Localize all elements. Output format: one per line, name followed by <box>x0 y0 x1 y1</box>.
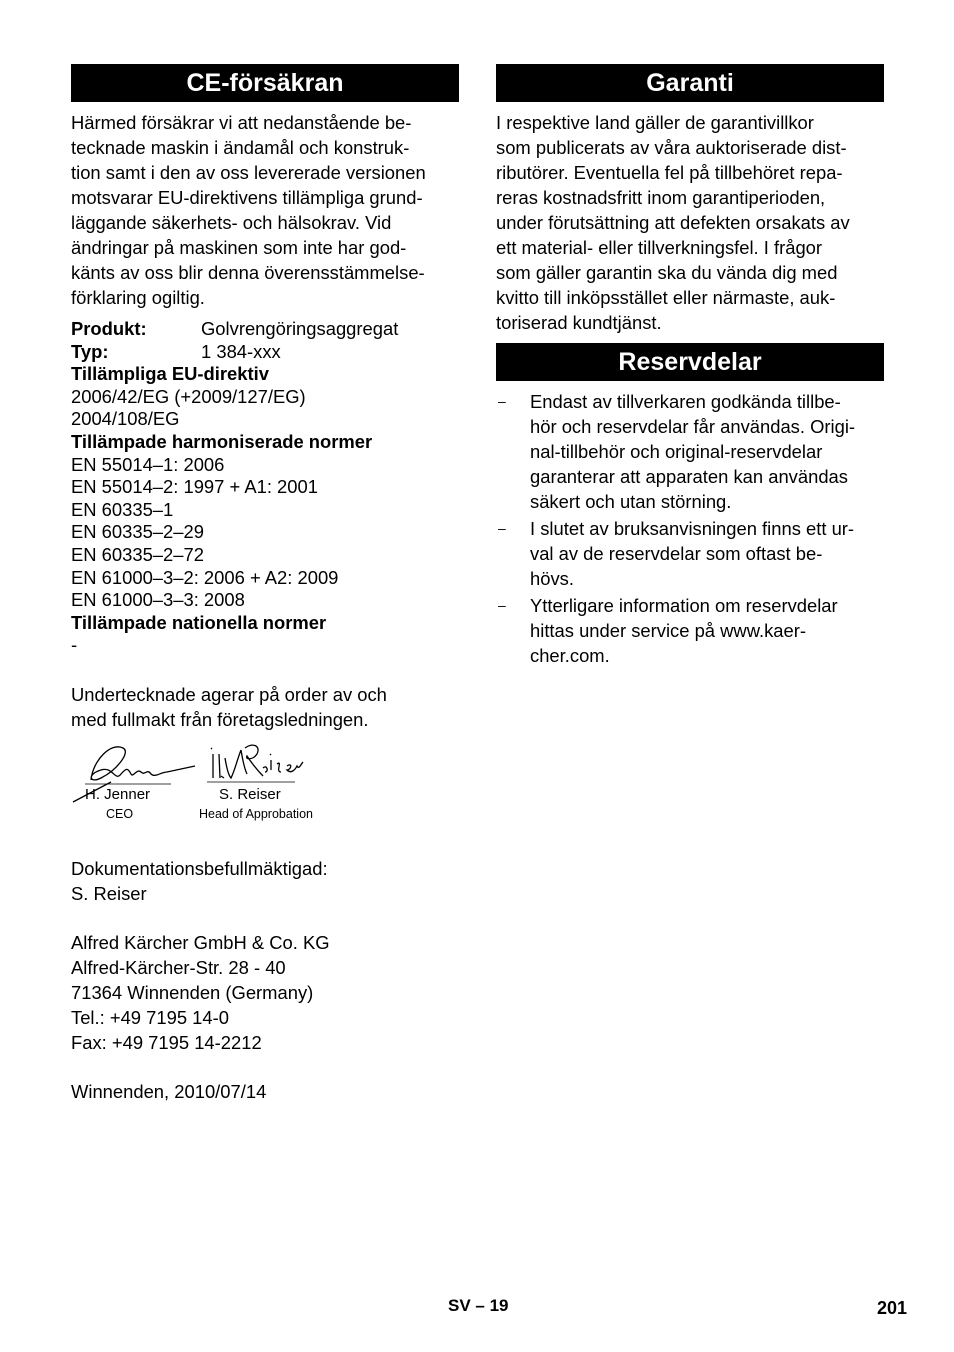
signer2-role: Head of Approbation <box>199 806 313 821</box>
type-row <box>71 341 459 364</box>
doc-rep-label: Dokumentationsbefullmäktigad: <box>71 857 328 879</box>
product-value: Golvrengöringsaggregat <box>201 318 399 339</box>
footer-page-number: 201 <box>877 1298 908 1318</box>
list-item: – Endast av tillverkaren godkända tillbe- hör och reservdelar får användas. Origi- nal-tillbehör och original-reservdelar garanterar att apparaten kan användas säkert och utan störning. <box>498 391 856 512</box>
doc-representative <box>71 856 459 906</box>
place-date: Winnenden, 2010/07/14 <box>71 1080 267 1102</box>
national-heading: Tillämpade nationella normer <box>71 611 327 633</box>
signer2-name: S. Reiser <box>219 785 281 803</box>
company-address: Alfred Kärcher GmbH & Co. KG Alfred-Kärcher-Str. 28 - 40 71364 Winnenden (Germany) Tel.: +49 7195 14-0 Fax: +49 7195 14-2212 <box>71 931 330 1053</box>
type-value: 1 384-xxx <box>201 340 281 362</box>
directives-heading: Tillämpliga EU-direktiv <box>71 363 269 385</box>
signer1-name: H. Jenner <box>85 785 151 803</box>
norm-item: EN 61000–3–2: 2006 + A2: 2009 <box>71 566 339 588</box>
garanti-heading: Garanti <box>496 64 884 102</box>
ce-heading: CE-försäkran <box>71 64 459 102</box>
undersigned-text: Undertecknade agerar på order av och med fullmakt från företagsledningen. <box>71 683 387 730</box>
ce-spec <box>71 318 459 657</box>
signature-reiser <box>207 740 307 790</box>
product-row <box>71 318 459 341</box>
bullet-dash: – <box>498 393 506 409</box>
national-value: - <box>71 634 78 656</box>
right-column <box>496 64 884 670</box>
norm-item: EN 55014–2: 1997 + A1: 2001 <box>71 476 318 498</box>
bullet-dash: – <box>498 597 506 613</box>
list-item: – I slutet av bruksanvisningen finns ett ur- val av de reservdelar som oftast be- hövs. <box>498 518 855 589</box>
product-label: Produkt: <box>71 318 147 339</box>
directive-item: 2004/108/EG <box>71 408 180 430</box>
type-label: Typ: <box>71 340 109 362</box>
doc-rep-name: S. Reiser <box>71 882 147 904</box>
norms-heading: Tillämpade harmoniserade normer <box>71 430 373 452</box>
directive-item: 2006/42/EG (+2009/127/EG) <box>71 385 306 407</box>
ce-section <box>71 64 459 1104</box>
ce-intro: Härmed försäkrar vi att nedanstående be- tecknade maskin i ändamål och konstruk- tion samt i den av oss levererade versionen motsvarar EU-direktivens tillämpliga grund- läggande säkerhets- och hälsokrav. Vid ändringar på maskinen som inte har god- känts av oss blir denna överensstämmelse- förklaring ogiltig. <box>71 112 426 308</box>
reservdelar-heading: Reservdelar <box>496 343 884 381</box>
norm-item: EN 55014–1: 2006 <box>71 453 225 475</box>
garanti-text: I respektive land gäller de garantivillkor som publicerats av våra auktoriserade dist- ributörer. Eventuella fel på tillbehöret repa- reras kostnadsfritt inom garantiperioden, under förutsättning att defekten orsakats av ett material- eller tillverkningsfel. I frågor som gäller garantin ska du vända dig med kvitto till inköpsstället eller närmaste, auk- toriserad kundtjänst. <box>496 112 850 333</box>
reservdelar-list <box>496 389 884 668</box>
bullet-dash: – <box>498 520 506 536</box>
signature-block <box>71 738 459 856</box>
footer-language-page: SV – 19 <box>448 1296 509 1315</box>
norm-item: EN 60335–1 <box>71 498 174 520</box>
norm-item: EN 60335–2–29 <box>71 521 204 543</box>
norm-item: EN 60335–2–72 <box>71 543 204 565</box>
signer1-role: CEO <box>106 806 134 821</box>
norm-item: EN 61000–3–3: 2008 <box>71 589 245 611</box>
list-item: – Ytterligare information om reservdelar hittas under service på www.kaer- cher.com. <box>498 595 838 666</box>
